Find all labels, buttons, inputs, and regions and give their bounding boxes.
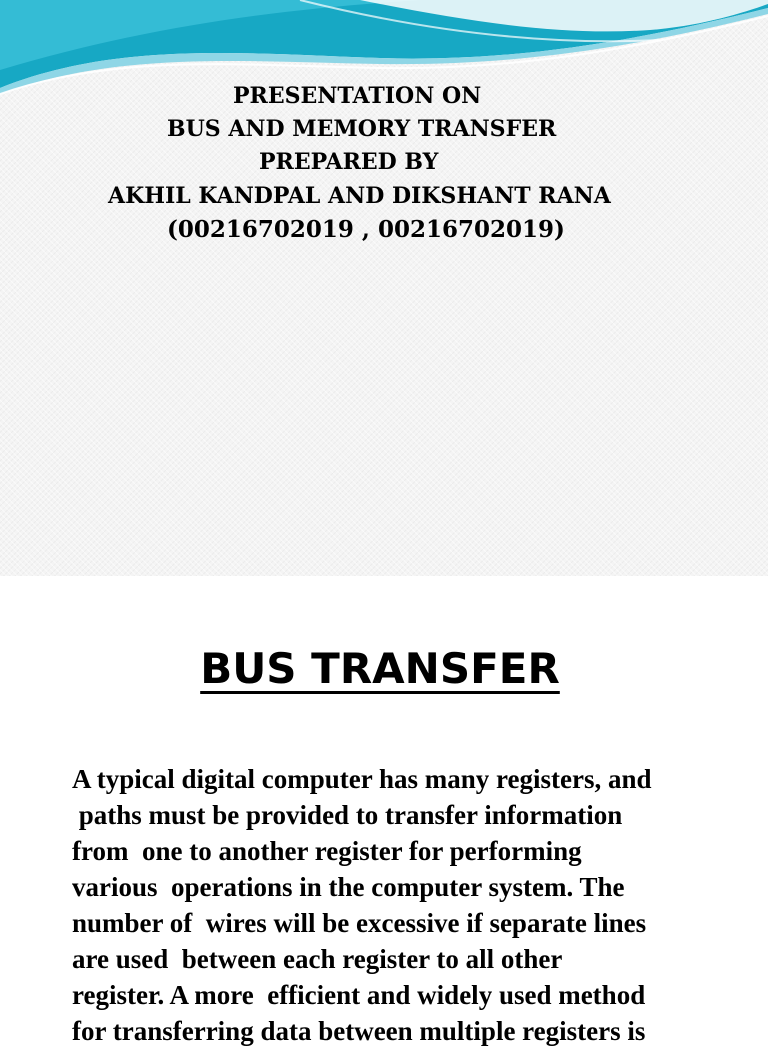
body-line: from one to another register for performing bbox=[72, 836, 582, 866]
content-slide bbox=[0, 576, 768, 1046]
authors-line: AKHIL KANDPAL AND DIKSHANT RANA bbox=[108, 183, 611, 209]
slide-heading: BUS TRANSFER bbox=[200, 644, 560, 693]
body-line: A typical digital computer has many registers, and bbox=[72, 764, 652, 794]
body-line: various operations in the computer system. The bbox=[72, 872, 625, 902]
body-line: are used between each register to all other bbox=[72, 944, 563, 974]
ids-line: (00216702019 , 00216702019) bbox=[167, 216, 565, 243]
body-line: for transferring data between multiple registers is bbox=[72, 1016, 646, 1046]
body-line: paths must be provided to transfer information bbox=[72, 800, 623, 830]
topic-line: BUS AND MEMORY TRANSFER bbox=[167, 116, 557, 142]
presentation-on-line: PRESENTATION ON bbox=[233, 83, 482, 109]
body-line: number of wires will be excessive if separate lines bbox=[72, 908, 647, 938]
body-line: register. A more efficient and widely used method bbox=[72, 980, 646, 1010]
prepared-by-line: PREPARED BY bbox=[259, 149, 439, 175]
